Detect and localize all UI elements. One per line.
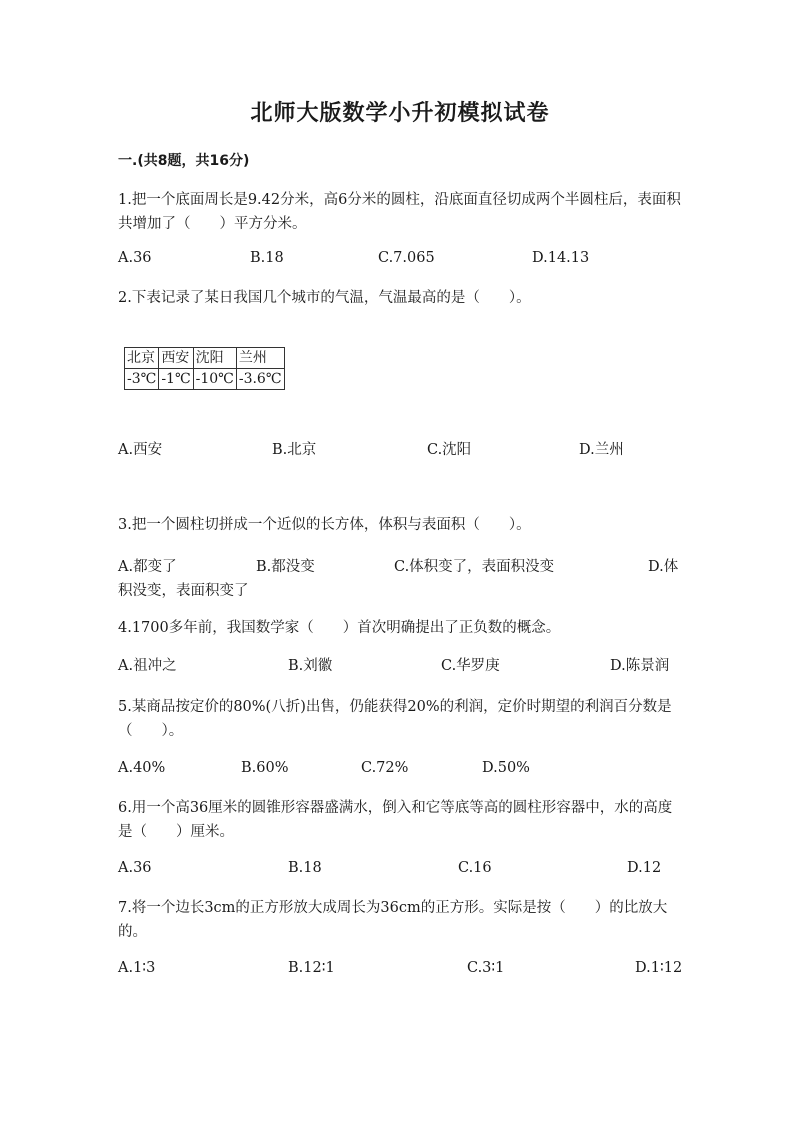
table-cell: -3℃ [125, 369, 159, 390]
option-b[interactable]: B.18 [288, 860, 322, 876]
option-a[interactable]: A.36 [118, 860, 152, 876]
question-7-stem: 7.将一个边长3cm的正方形放大成周长为36cm的正方形。实际是按（ ）的比放大的。 [118, 900, 668, 940]
table-cell: 西安 [159, 348, 193, 369]
option-b[interactable]: B.都没变 [256, 559, 315, 575]
option-a[interactable]: A.40% [118, 760, 166, 776]
question-4-options [118, 654, 683, 678]
question-5-options [118, 756, 683, 780]
question-6-stem: 6.用一个高36厘米的圆锥形容器盛满水，倒入和它等底等高的圆柱形容器中，水的高度是（ ）厘米。 [118, 800, 673, 840]
option-d[interactable]: D.1∶12 [635, 960, 683, 976]
option-d[interactable]: D.50% [482, 760, 530, 776]
option-c[interactable]: C.16 [458, 860, 492, 876]
table-cell: 兰州 [236, 348, 284, 369]
question-3-stem: 3.把一个圆柱切拼成一个近似的长方体，体积与表面积（ ）。 [118, 517, 531, 533]
option-c[interactable]: C.华罗庚 [441, 658, 500, 674]
option-c[interactable]: C.体积变了，表面积没变 [394, 559, 555, 575]
table-cell: 北京 [125, 348, 159, 369]
option-d[interactable]: D.陈景润 [610, 658, 670, 674]
option-b[interactable]: B.60% [241, 760, 289, 776]
page-title: 北师大版数学小升初模拟试卷 [250, 101, 550, 126]
question-6-options [118, 856, 683, 880]
option-c[interactable]: C.3∶1 [467, 960, 505, 976]
option-c[interactable]: C.沈阳 [427, 442, 472, 458]
question-4-stem: 4.1700多年前，我国数学家（ ）首次明确提出了正负数的概念。 [118, 620, 561, 636]
question-2-options [118, 438, 683, 462]
option-a[interactable]: A.西安 [118, 442, 163, 458]
table-row [125, 348, 285, 369]
question-7-options [118, 956, 683, 1004]
question-1-options [118, 246, 683, 270]
table-cell: -1℃ [159, 369, 193, 390]
option-a[interactable]: A.1∶3 [118, 960, 156, 976]
option-b[interactable]: B.北京 [272, 442, 317, 458]
option-d[interactable]: D.14.13 [532, 250, 590, 266]
question-1-stem: 1.把一个底面周长是9.42分米，高6分米的圆柱，沿底面直径切成两个半圆柱后，表面积共增加了（ ）平方分米。 [118, 192, 681, 232]
question-2-stem: 2.下表记录了某日我国几个城市的气温，气温最高的是（ ）。 [118, 290, 531, 306]
question-3-options [118, 555, 683, 603]
option-d[interactable]: D.体积没变，表面积变了 [118, 559, 679, 599]
option-a[interactable]: A.祖冲之 [118, 658, 177, 674]
table-cell: 沈阳 [193, 348, 236, 369]
table-row [125, 369, 285, 390]
question-5-stem: 5.某商品按定价的80%(八折)出售，仍能获得20%的利润，定价时期望的利润百分数是（ ）。 [118, 699, 672, 739]
option-d[interactable]: D.12 [627, 860, 662, 876]
option-a[interactable]: A.都变了 [118, 559, 177, 575]
option-c[interactable]: C.7.065 [378, 250, 435, 266]
option-c[interactable]: C.72% [361, 760, 409, 776]
section-heading: 一.(共8题，共16分) [118, 153, 250, 169]
option-a[interactable]: A.36 [118, 250, 152, 266]
option-b[interactable]: B.18 [250, 250, 284, 266]
temperature-table [124, 347, 285, 390]
option-b[interactable]: B.刘徽 [288, 658, 333, 674]
table-cell: -10℃ [193, 369, 236, 390]
table-cell: -3.6℃ [236, 369, 284, 390]
option-b[interactable]: B.12∶1 [288, 960, 335, 976]
option-d[interactable]: D.兰州 [579, 442, 624, 458]
